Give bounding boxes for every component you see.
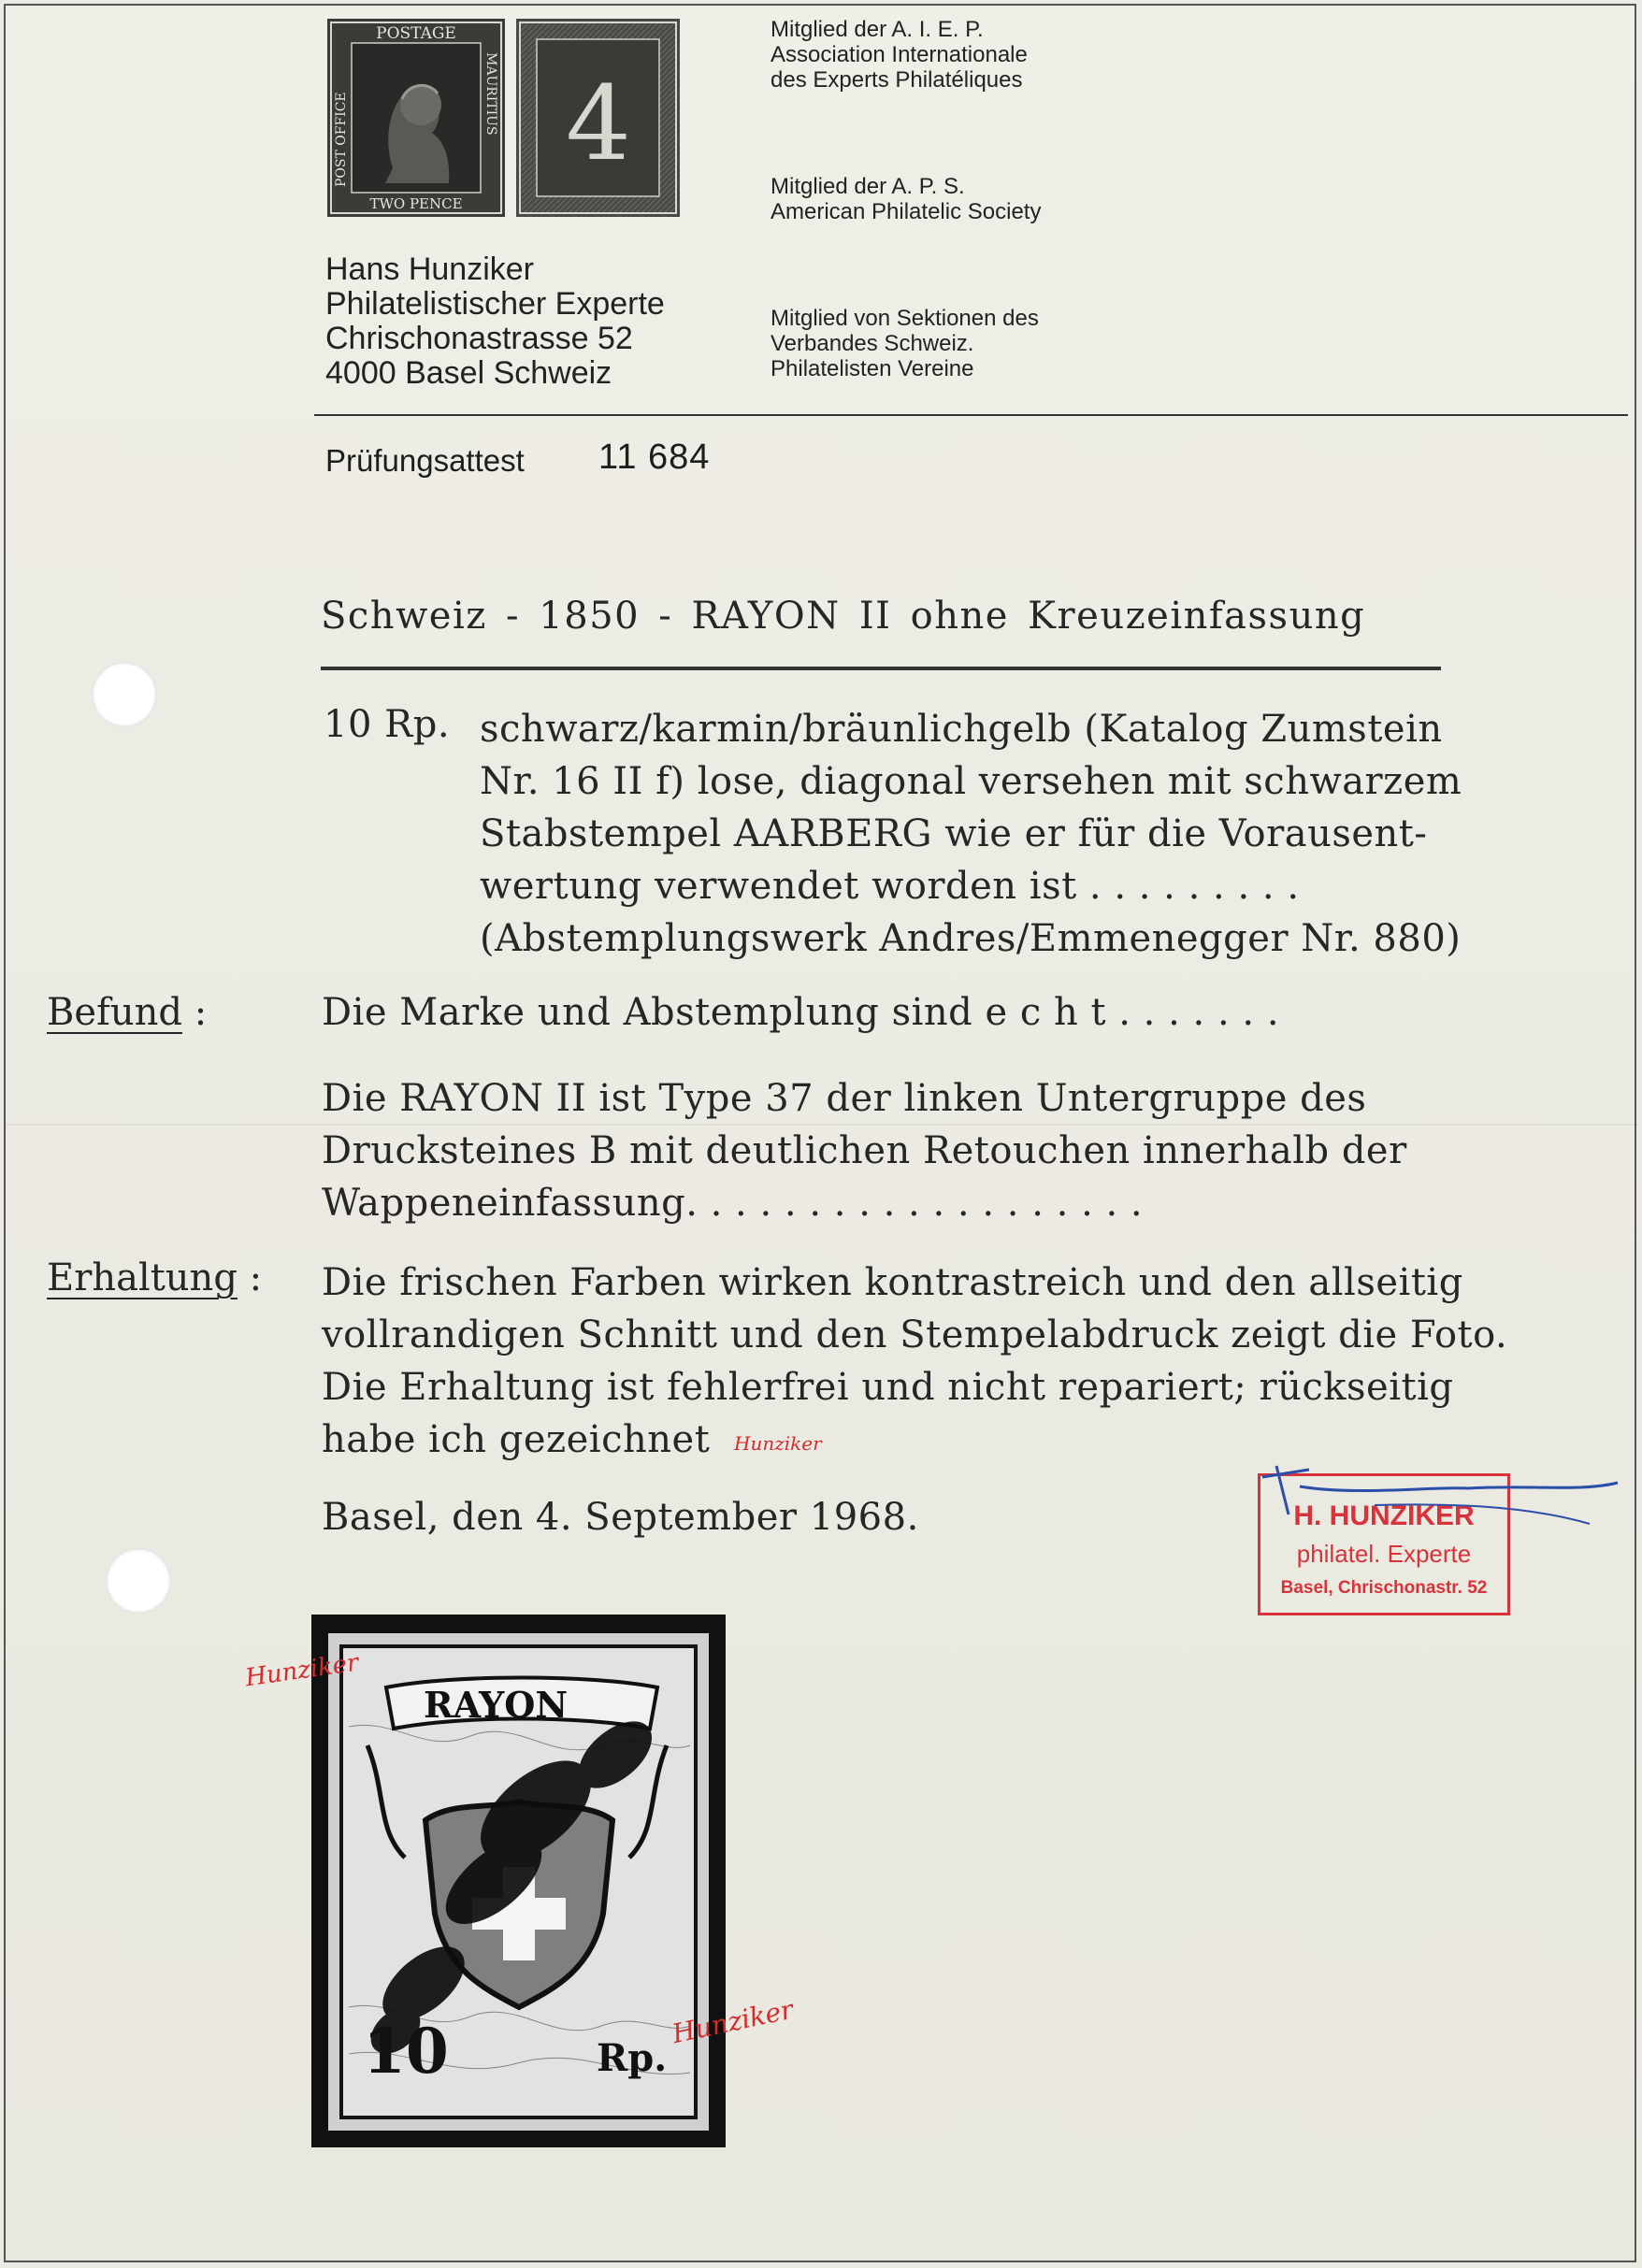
befund-label: Befund : — [47, 991, 208, 1034]
denomination: 10 Rp. — [324, 703, 451, 746]
befund-details: Die RAYON II ist Type 37 der linken Untergruppe des Drucksteines B mit deutlichen Retouchen innerhalb der Wappeneinfassung. . . . . . . . . . . . . . . . . . . — [322, 1077, 1407, 1225]
svg-text:MAURITIUS: MAURITIUS — [483, 52, 498, 136]
mauritius-four-pence-stamp — [516, 19, 680, 217]
stamp-photograph — [311, 1615, 726, 2147]
befund-genuine-line: Die Marke und Abstemplung sind e c h t . . . . . . . — [322, 991, 1280, 1034]
svg-text:POST OFFICE: POST OFFICE — [334, 92, 349, 187]
erhaltung-label: Erhaltung : — [47, 1256, 263, 1299]
title-rule — [321, 667, 1441, 670]
punch-hole — [92, 662, 157, 727]
membership-sektionen: Mitglied von Sektionen des Verbandes Schweiz. Philatelisten Vereine — [771, 306, 1039, 381]
stamp-currency: Rp. — [597, 2036, 668, 2080]
punch-hole — [106, 1548, 171, 1614]
handwritten-signature-left: Hunziker — [243, 1648, 361, 1693]
svg-text:TWO PENCE: TWO PENCE — [369, 195, 463, 212]
stamp-description: schwarz/karmin/bräunlichgelb (Katalog Zumstein Nr. 16 II f) lose, diagonal versehen mit schwarzem Stabstempel AARBERG wie er für die Vorausent- wertung verwendet worden ist . . . . . . . . . (Abstemplungswerk Andres/Emmenegger Nr. 880) — [480, 708, 1462, 960]
membership-aiep: Mitglied der A. I. E. P. Association Internationale des Experts Philatéliques — [771, 17, 1028, 93]
certificate-number: 11 684 — [598, 438, 711, 477]
stamp-banner: RAYON — [424, 1684, 569, 1726]
header-rule — [314, 414, 1628, 416]
stamp-value: 10 — [363, 2015, 449, 2088]
expert-address: Hans Hunziker Philatelistischer Experte Chrischonastrasse 52 4000 Basel Schweiz — [325, 251, 665, 391]
handwritten-signature-right: Hunziker — [670, 1993, 797, 2050]
handwritten-signature-small: Hunziker — [734, 1432, 822, 1455]
expert-red-stamp: H. HUNZIKER philatel. Experte Basel, Chrischonastr. 52 — [1258, 1473, 1510, 1615]
place-date: Basel, den 4. September 1968. — [322, 1496, 919, 1539]
erhaltung-text: Die frischen Farben wirken kontrastreich und den allseitig vollrandigen Schnitt und den Stempelabdruck zeigt die Foto. Die Erhaltung ist fehlerfrei und nicht repariert; rückseitig habe ich gezeichnet — [322, 1261, 1508, 1461]
mauritius-post-office-stamp — [327, 19, 505, 217]
stamp-numeral: 4 — [566, 64, 631, 183]
stamp-title: Schweiz - 1850 - RAYON II ohne Kreuzeinfassung — [321, 595, 1366, 638]
expert-signature-scrawl — [1244, 1458, 1627, 1561]
certificate-label: Prüfungsattest — [325, 443, 525, 478]
svg-text:POSTAGE: POSTAGE — [376, 24, 456, 43]
membership-aps: Mitglied der A. P. S. American Philatelic Society — [771, 174, 1042, 224]
